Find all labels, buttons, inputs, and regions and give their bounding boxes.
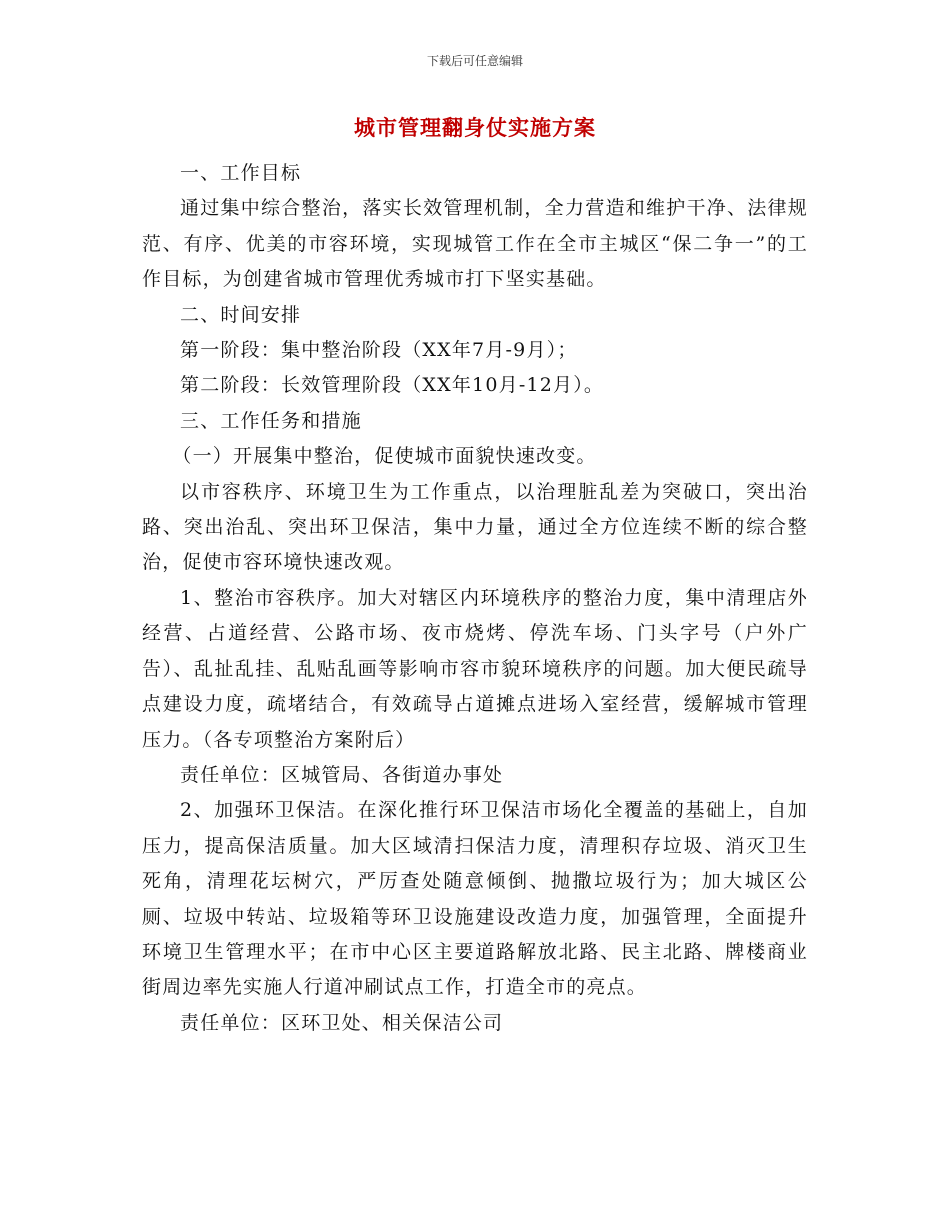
- paragraph-phase-two: 第二阶段：长效管理阶段（XX年10月-12月）。: [180, 374, 605, 397]
- paragraph-task-one: 1、整治市容秩序。加大对辖区内环境秩序的整治力度，集中清理店外经营、占道经营、公路市场、夜市烧烤、停洗车场、门头字号（户外广告）、乱扯乱挂、乱贴乱画等影响市容市貌环境秩序的问题。加大便民疏导点建设力度，疏堵结合，有效疏导占道摊点进场入室经营，缓解城市管理压力。（各专项整治方案附后）: [142, 586, 808, 751]
- header-note: 下载后可任意编辑: [426, 54, 523, 68]
- section-heading-goals: 一、工作目标: [180, 162, 302, 184]
- paragraph-focus: 以市容秩序、环境卫生为工作重点，以治理脏乱差为突破口，突出治路、突出治乱、突出环卫保洁，集中力量，通过全方位连续不断的综合整治，促使市容环境快速改观。: [142, 480, 808, 574]
- paragraph-task-two: 2、加强环卫保洁。在深化推行环卫保洁市场化全覆盖的基础上，自加压力，提高保洁质量。加大区域清扫保洁力度，清理积存垃圾、消灭卫生死角，清理花坛树穴，严厉查处随意倾倒、抛撒垃圾行为；加大城区公厕、垃圾中转站、垃圾箱等环卫设施建设改造力度，加强管理，全面提升环境卫生管理水平；在市中心区主要道路解放北路、民主北路、牌楼商业街周边率先实施人行道冲刷试点工作，打造全市的亮点。: [142, 799, 808, 999]
- paragraph-goals: 通过集中综合整治，落实长效管理机制，全力营造和维护干净、法律规范、有序、优美的市容环境，实现城管工作在全市主城区“保二争一”的工作目标，为创建省城市管理优秀城市打下坚实基础。: [142, 197, 808, 291]
- paragraph-responsible-unit-one: 责任单位：区城管局、各街道办事处: [180, 763, 504, 786]
- section-heading-schedule: 二、时间安排: [180, 303, 302, 326]
- document-body: [142, 156, 808, 1041]
- subheading-intensive-rectification: （一）开展集中整治，促使城市面貌快速改变。: [172, 445, 597, 468]
- paragraph-phase-one: 第一阶段：集中整治阶段（XX年7月-9月）；: [180, 339, 578, 362]
- document-title: 城市管理翻身仗实施方案: [354, 115, 596, 140]
- paragraph-responsible-unit-two: 责任单位：区环卫处、相关保洁公司: [180, 1011, 504, 1034]
- section-heading-tasks: 三、工作任务和措施: [180, 409, 362, 432]
